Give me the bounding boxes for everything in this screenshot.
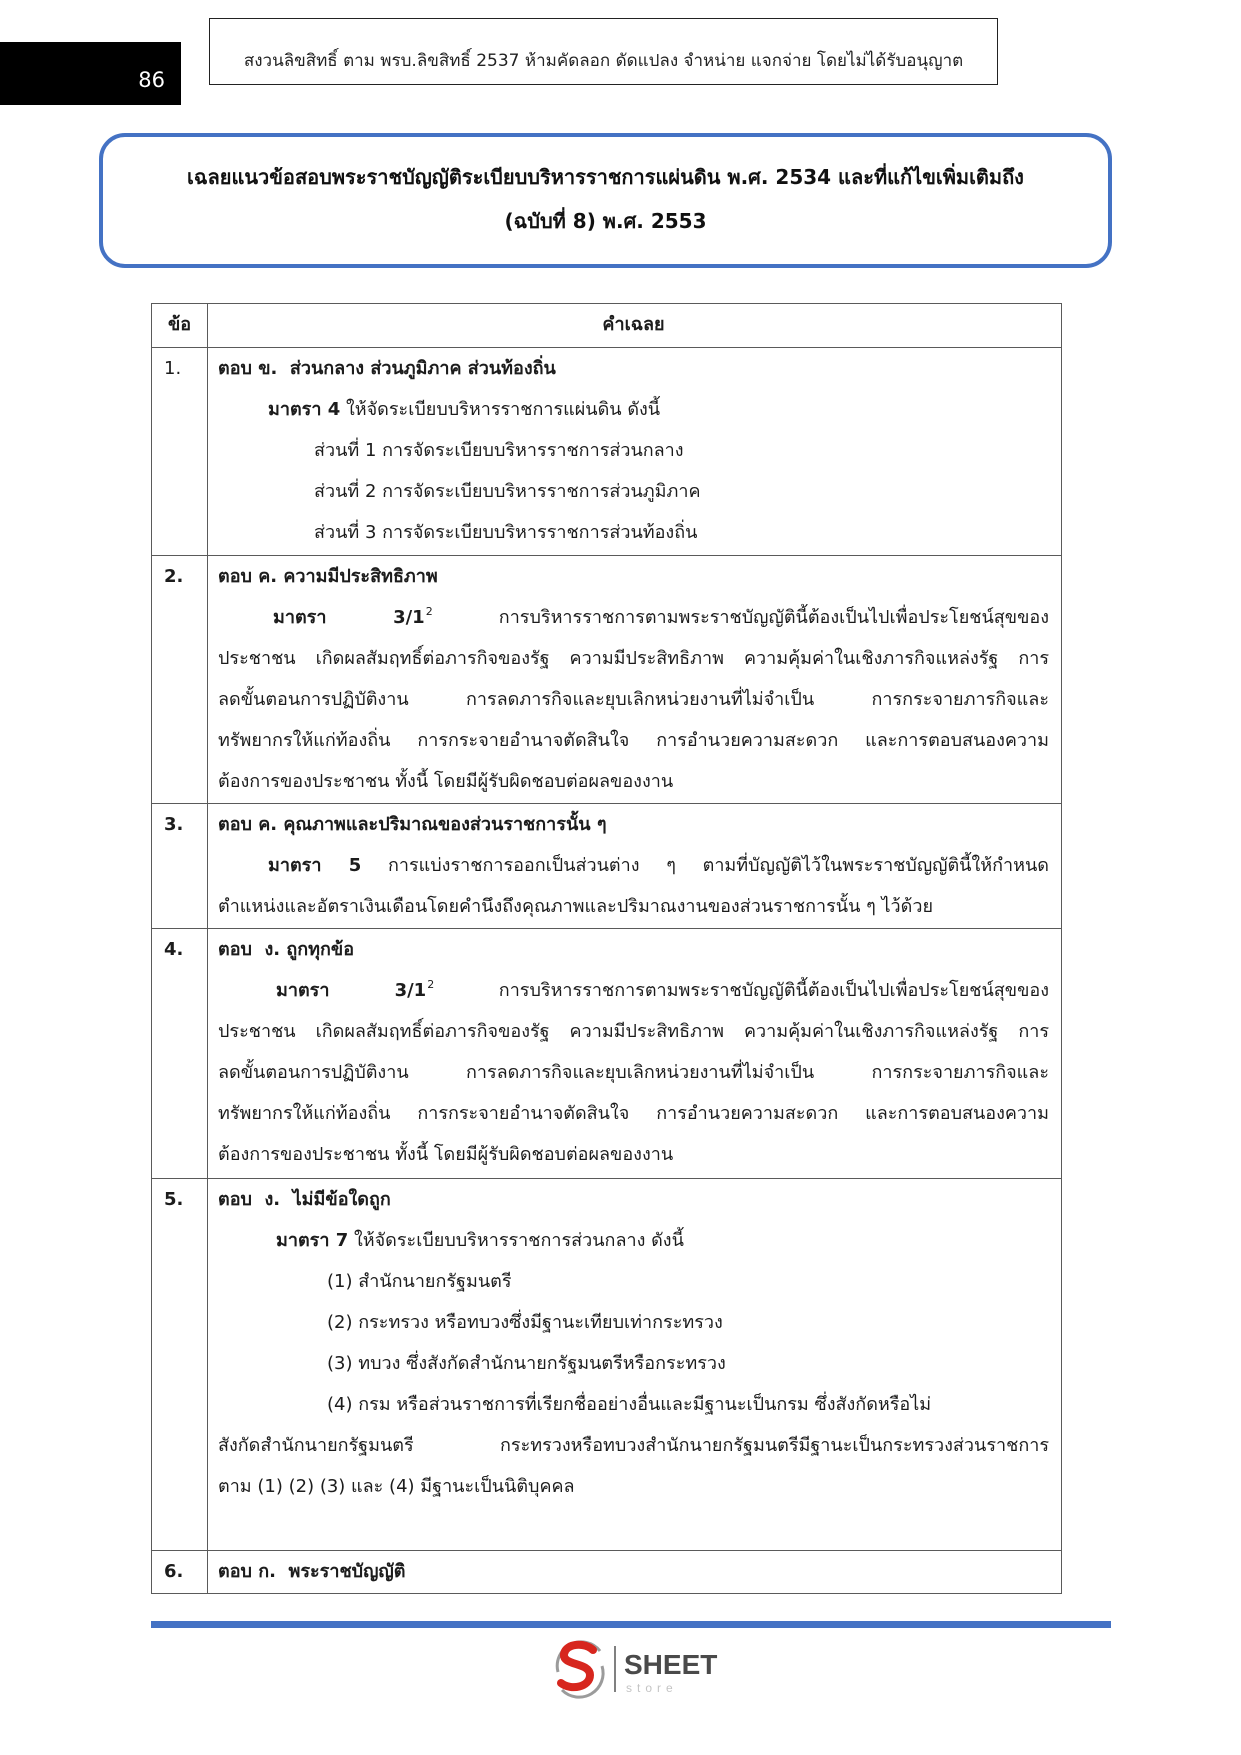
answer-cell: [208, 1551, 1061, 1593]
line-text: ลดขั้นตอนการปฏิบัติงาน การลดภารกิจและยุบเลิกหน่วยงานที่ไม่จำเป็น การกระจายภารกิจและ: [218, 689, 1049, 710]
answer-line: [218, 761, 1049, 802]
line-text: (2) กระทรวง หรือทบวงซึ่งมีฐานะเทียบเท่ากระทรวง: [327, 1312, 723, 1333]
answer-choice: ตอบ ง. ถูกทุกข้อ: [218, 939, 355, 960]
section-label: มาตรา 3/1: [273, 607, 425, 628]
answer-line: [218, 512, 1049, 553]
line-text: ประชาชน เกิดผลสัมฤทธิ์ต่อภารกิจของรัฐ ความมีประสิทธิภาพ ความคุ้มค่าในเชิงภารกิจแหล่งรัฐ การ: [218, 648, 1049, 669]
answer-line: [218, 1302, 1049, 1343]
line-text: ส่วนที่ 1 การจัดระเบียบบริหารราชการส่วนกลาง: [314, 440, 684, 461]
line-text: (1) สำนักนายกรัฐมนตรี: [327, 1271, 512, 1292]
line-text: การบริหารราชการตามพระราชบัญญัตินี้ต้องเป็นไปเพื่อประโยชน์สุขของ: [498, 980, 1049, 1001]
copyright-box: [209, 18, 998, 85]
footnote-marker: 2: [425, 605, 433, 618]
header-answer: คำเฉลย: [602, 314, 665, 335]
table-header-row: [152, 304, 1061, 347]
line-text: ทรัพยากรให้แก่ท้องถิ่น การกระจายอำนาจตัดสินใจ การอำนวยความสะดวก และการตอบสนองความ: [218, 730, 1049, 751]
line-text: ตำแหน่งและอัตราเงินเดือนโดยคำนึงถึงคุณภาพและปริมาณงานของส่วนราชการนั้น ๆ ไว้ด้วย: [218, 896, 934, 917]
line-text: (4) กรม หรือส่วนราชการที่เรียกชื่ออย่างอื่นและมีฐานะเป็นกรม ซึ่งสังกัดหรือไม่: [327, 1394, 932, 1415]
table-row: [152, 928, 1061, 1178]
answer-choice: ตอบ ง. ไม่มีข้อใดถูก: [218, 1189, 391, 1210]
line-text: การบริหารราชการตามพระราชบัญญัตินี้ต้องเป็นไปเพื่อประโยชน์สุขของ: [498, 607, 1049, 628]
sheet-store-logo: [550, 1636, 730, 1700]
answer-line: [218, 1134, 1049, 1175]
line-text: ลดขั้นตอนการปฏิบัติงาน การลดภารกิจและยุบเลิกหน่วยงานที่ไม่จำเป็น การกระจายภารกิจและ: [218, 1062, 1049, 1083]
answer-choice: ตอบ ค. ความมีประสิทธิภาพ: [218, 566, 438, 587]
section-label: มาตรา 7: [276, 1230, 349, 1251]
answer-line: [218, 1052, 1049, 1093]
question-number: 2.: [152, 556, 208, 803]
answer-cell: [208, 929, 1061, 1178]
line-text: ส่วนที่ 3 การจัดระเบียบบริหารราชการส่วนท้องถิ่น: [314, 522, 698, 543]
table-row: [152, 1550, 1061, 1593]
table-row: [152, 347, 1061, 555]
line-text: ตาม (1) (2) (3) และ (4) มีฐานะเป็นนิติบุคคล: [218, 1476, 575, 1497]
logo-wordmark: SHEET: [624, 1649, 718, 1680]
answer-table: [151, 303, 1062, 1594]
answer-choice: ตอบ ค. คุณภาพและปริมาณของส่วนราชการนั้น ๆ: [218, 814, 607, 835]
answer-line: [218, 1011, 1049, 1052]
answer-line: [218, 1384, 1049, 1425]
answer-line: [218, 845, 1049, 886]
answer-line: [218, 720, 1049, 761]
answer-choice: ตอบ ข. ส่วนกลาง ส่วนภูมิภาค ส่วนท้องถิ่น: [218, 358, 556, 379]
page-title-line-2: (ฉบับที่ 8) พ.ศ. 2553: [504, 209, 707, 233]
answer-line: [218, 471, 1049, 512]
line-text: ให้จัดระเบียบบริหารราชการแผ่นดิน ดังนี้: [345, 399, 661, 420]
question-number: 1.: [152, 348, 208, 555]
answer-cell: [208, 804, 1061, 928]
question-number: 6.: [152, 1551, 208, 1593]
answer-line: [218, 970, 1049, 1011]
answer-line: [218, 679, 1049, 720]
question-number: 3.: [152, 804, 208, 928]
line-text: สังกัดสำนักนายกรัฐมนตรี กระทรวงหรือทบวงสำนักนายกรัฐมนตรีมีฐานะเป็นกระทรวงส่วนราชการ: [218, 1435, 1049, 1456]
line-text: การแบ่งราชการออกเป็นส่วนต่าง ๆ ตามที่บัญญัติไว้ในพระราชบัญญัตินี้ให้กำหนด: [387, 855, 1049, 876]
answer-line: [218, 597, 1049, 638]
answer-line: [218, 638, 1049, 679]
page-number: 86: [138, 68, 165, 92]
header-number: ข้อ: [152, 304, 208, 347]
line-text: ให้จัดระเบียบบริหารราชการส่วนกลาง ดังนี้: [353, 1230, 684, 1251]
line-text: ต้องการของประชาชน ทั้งนี้ โดยมีผู้รับผิดชอบต่อผลของงาน: [218, 1144, 674, 1165]
copyright-notice: สงวนลิขสิทธิ์ ตาม พรบ.ลิขสิทธิ์ 2537 ห้ามคัดลอก ดัดแปลง จำหน่าย แจกจ่าย โดยไม่ได้รับอนุญาต: [243, 51, 964, 71]
page-number-tab: [0, 42, 181, 105]
line-text: ส่วนที่ 2 การจัดระเบียบบริหารราชการส่วนภูมิภาค: [314, 481, 701, 502]
answer-line: [218, 1093, 1049, 1134]
question-number: 5.: [152, 1179, 208, 1550]
line-text: ต้องการของประชาชน ทั้งนี้ โดยมีผู้รับผิดชอบต่อผลของงาน: [218, 771, 674, 792]
answer-line: [218, 886, 1049, 927]
footer-divider: [151, 1621, 1111, 1628]
line-text: (3) ทบวง ซึ่งสังกัดสำนักนายกรัฐมนตรีหรือกระทรวง: [327, 1353, 726, 1374]
answer-line: [218, 1220, 1049, 1261]
answer-line: [218, 1466, 1049, 1507]
section-label: มาตรา 5: [268, 855, 362, 876]
answer-cell: [208, 348, 1061, 555]
answer-cell: [208, 556, 1061, 803]
table-row: [152, 803, 1061, 928]
title-box: [99, 133, 1112, 268]
answer-line: [218, 1343, 1049, 1384]
answer-line: [218, 430, 1049, 471]
page-title-line-1: เฉลยแนวข้อสอบพระราชบัญญัติระเบียบบริหารราชการแผ่นดิน พ.ศ. 2534 และที่แก้ไขเพิ่มเติมถึง: [187, 165, 1024, 189]
answer-cell: [208, 1179, 1061, 1550]
answer-line: [218, 1261, 1049, 1302]
answer-line: [218, 1425, 1049, 1466]
table-row: [152, 555, 1061, 803]
section-label: มาตรา 4: [268, 399, 341, 420]
s-swoosh-icon: [557, 1642, 603, 1697]
section-label: มาตรา 3/1: [276, 980, 427, 1001]
line-text: ทรัพยากรให้แก่ท้องถิ่น การกระจายอำนาจตัดสินใจ การอำนวยความสะดวก และการตอบสนองความ: [218, 1103, 1049, 1124]
answer-choice: ตอบ ก. พระราชบัญญัติ: [218, 1561, 406, 1582]
logo-tagline: store: [626, 1681, 678, 1695]
line-text: ประชาชน เกิดผลสัมฤทธิ์ต่อภารกิจของรัฐ ความมีประสิทธิภาพ ความคุ้มค่าในเชิงภารกิจแหล่งรัฐ การ: [218, 1021, 1049, 1042]
question-number: 4.: [152, 929, 208, 1178]
footnote-marker: 2: [427, 978, 435, 991]
table-row: [152, 1178, 1061, 1550]
answer-line: [218, 389, 1049, 430]
